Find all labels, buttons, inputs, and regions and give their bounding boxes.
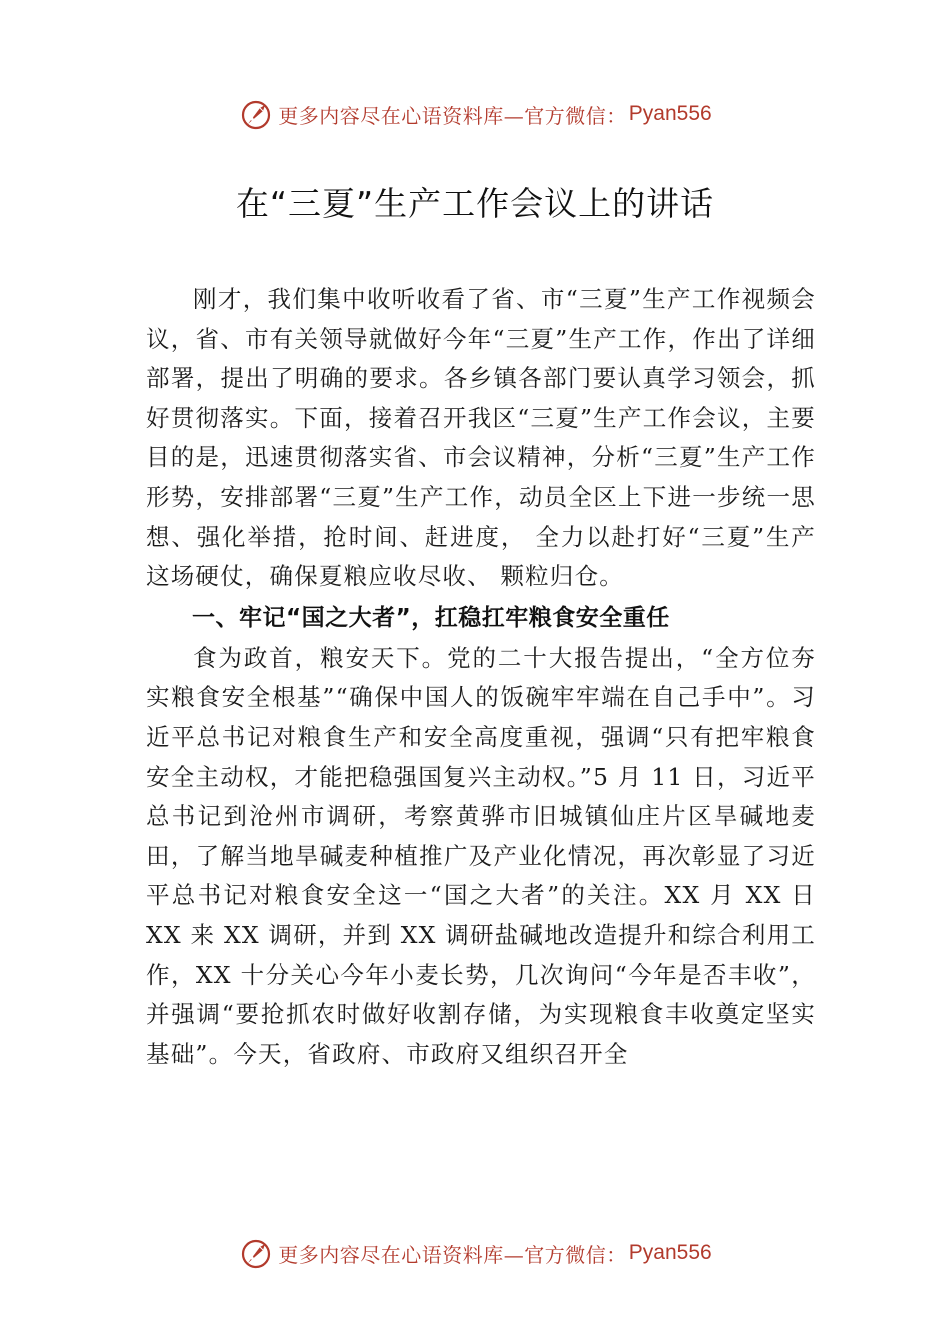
- pen-nib-logo-icon: [238, 96, 274, 132]
- document-body: [146, 280, 816, 1074]
- header-watermark: [0, 94, 950, 134]
- intro-paragraph: 刚才，我们集中收听收看了省、市“三夏”生产工作视频会议，省、市有关领导就做好今年“三夏”生产工作，作出了详细部署，提出了明确的要求。各乡镇各部门要认真学习领会，抓好贯彻落实。下面，接着召开我区“三夏”生产工作会议，主要目的是，迅速贯彻落实省、市会议精神，分析“三夏”生产工作形势，安排部署“三夏”生产工作，动员全区上下进一步统一思想、强化举措，抢时间、赶进度， 全力以赴打好“三夏”生产这场硬仗，确保夏粮应收尽收、 颗粒归仓。: [146, 285, 816, 591]
- section-heading: 一、牢记“国之大者”，扛稳扛牢粮食安全重任: [192, 604, 670, 631]
- footer-watermark: [0, 1233, 950, 1273]
- watermark-text: 更多内容尽在心语资料库—官方微信：: [278, 1242, 627, 1267]
- pen-nib-logo-icon: [238, 1235, 274, 1271]
- watermark-handle: Pyan556: [628, 1241, 712, 1264]
- watermark-text: 更多内容尽在心语资料库—官方微信：: [278, 103, 627, 128]
- section-paragraph: 食为政首，粮安天下。党的二十大报告提出，“全方位夯实粮食安全根基”“确保中国人的饭碗牢牢端在自己手中”。习近平总书记对粮食生产和安全高度重视，强调“只有把牢粮食安全主动权，才能把稳强国复兴主动权。”5 月 11 日，习近平总书记到沧州市调研，考察黄骅市旧城镇仙庄片区旱碱地麦田，了解当地旱碱麦种植推广及产业化情况，再次彰显了习近平总书记对粮食安全这一“国之大者”的关注。XX 月 XX 日 XX 来 XX 调研，并到 XX 调研盐碱地改造提升和综合利用工作，XX 十分关心今年小麦长势，几次询问“今年是否丰收”，并强调“要抢抓农时做好收割存储，为实现粮食丰收奠定坚实基础”。今天，省政府、市政府又组织召开全: [146, 643, 816, 1068]
- watermark-handle: Pyan556: [628, 102, 712, 125]
- document-title: 在“三夏”生产工作会议上的讲话: [235, 184, 715, 223]
